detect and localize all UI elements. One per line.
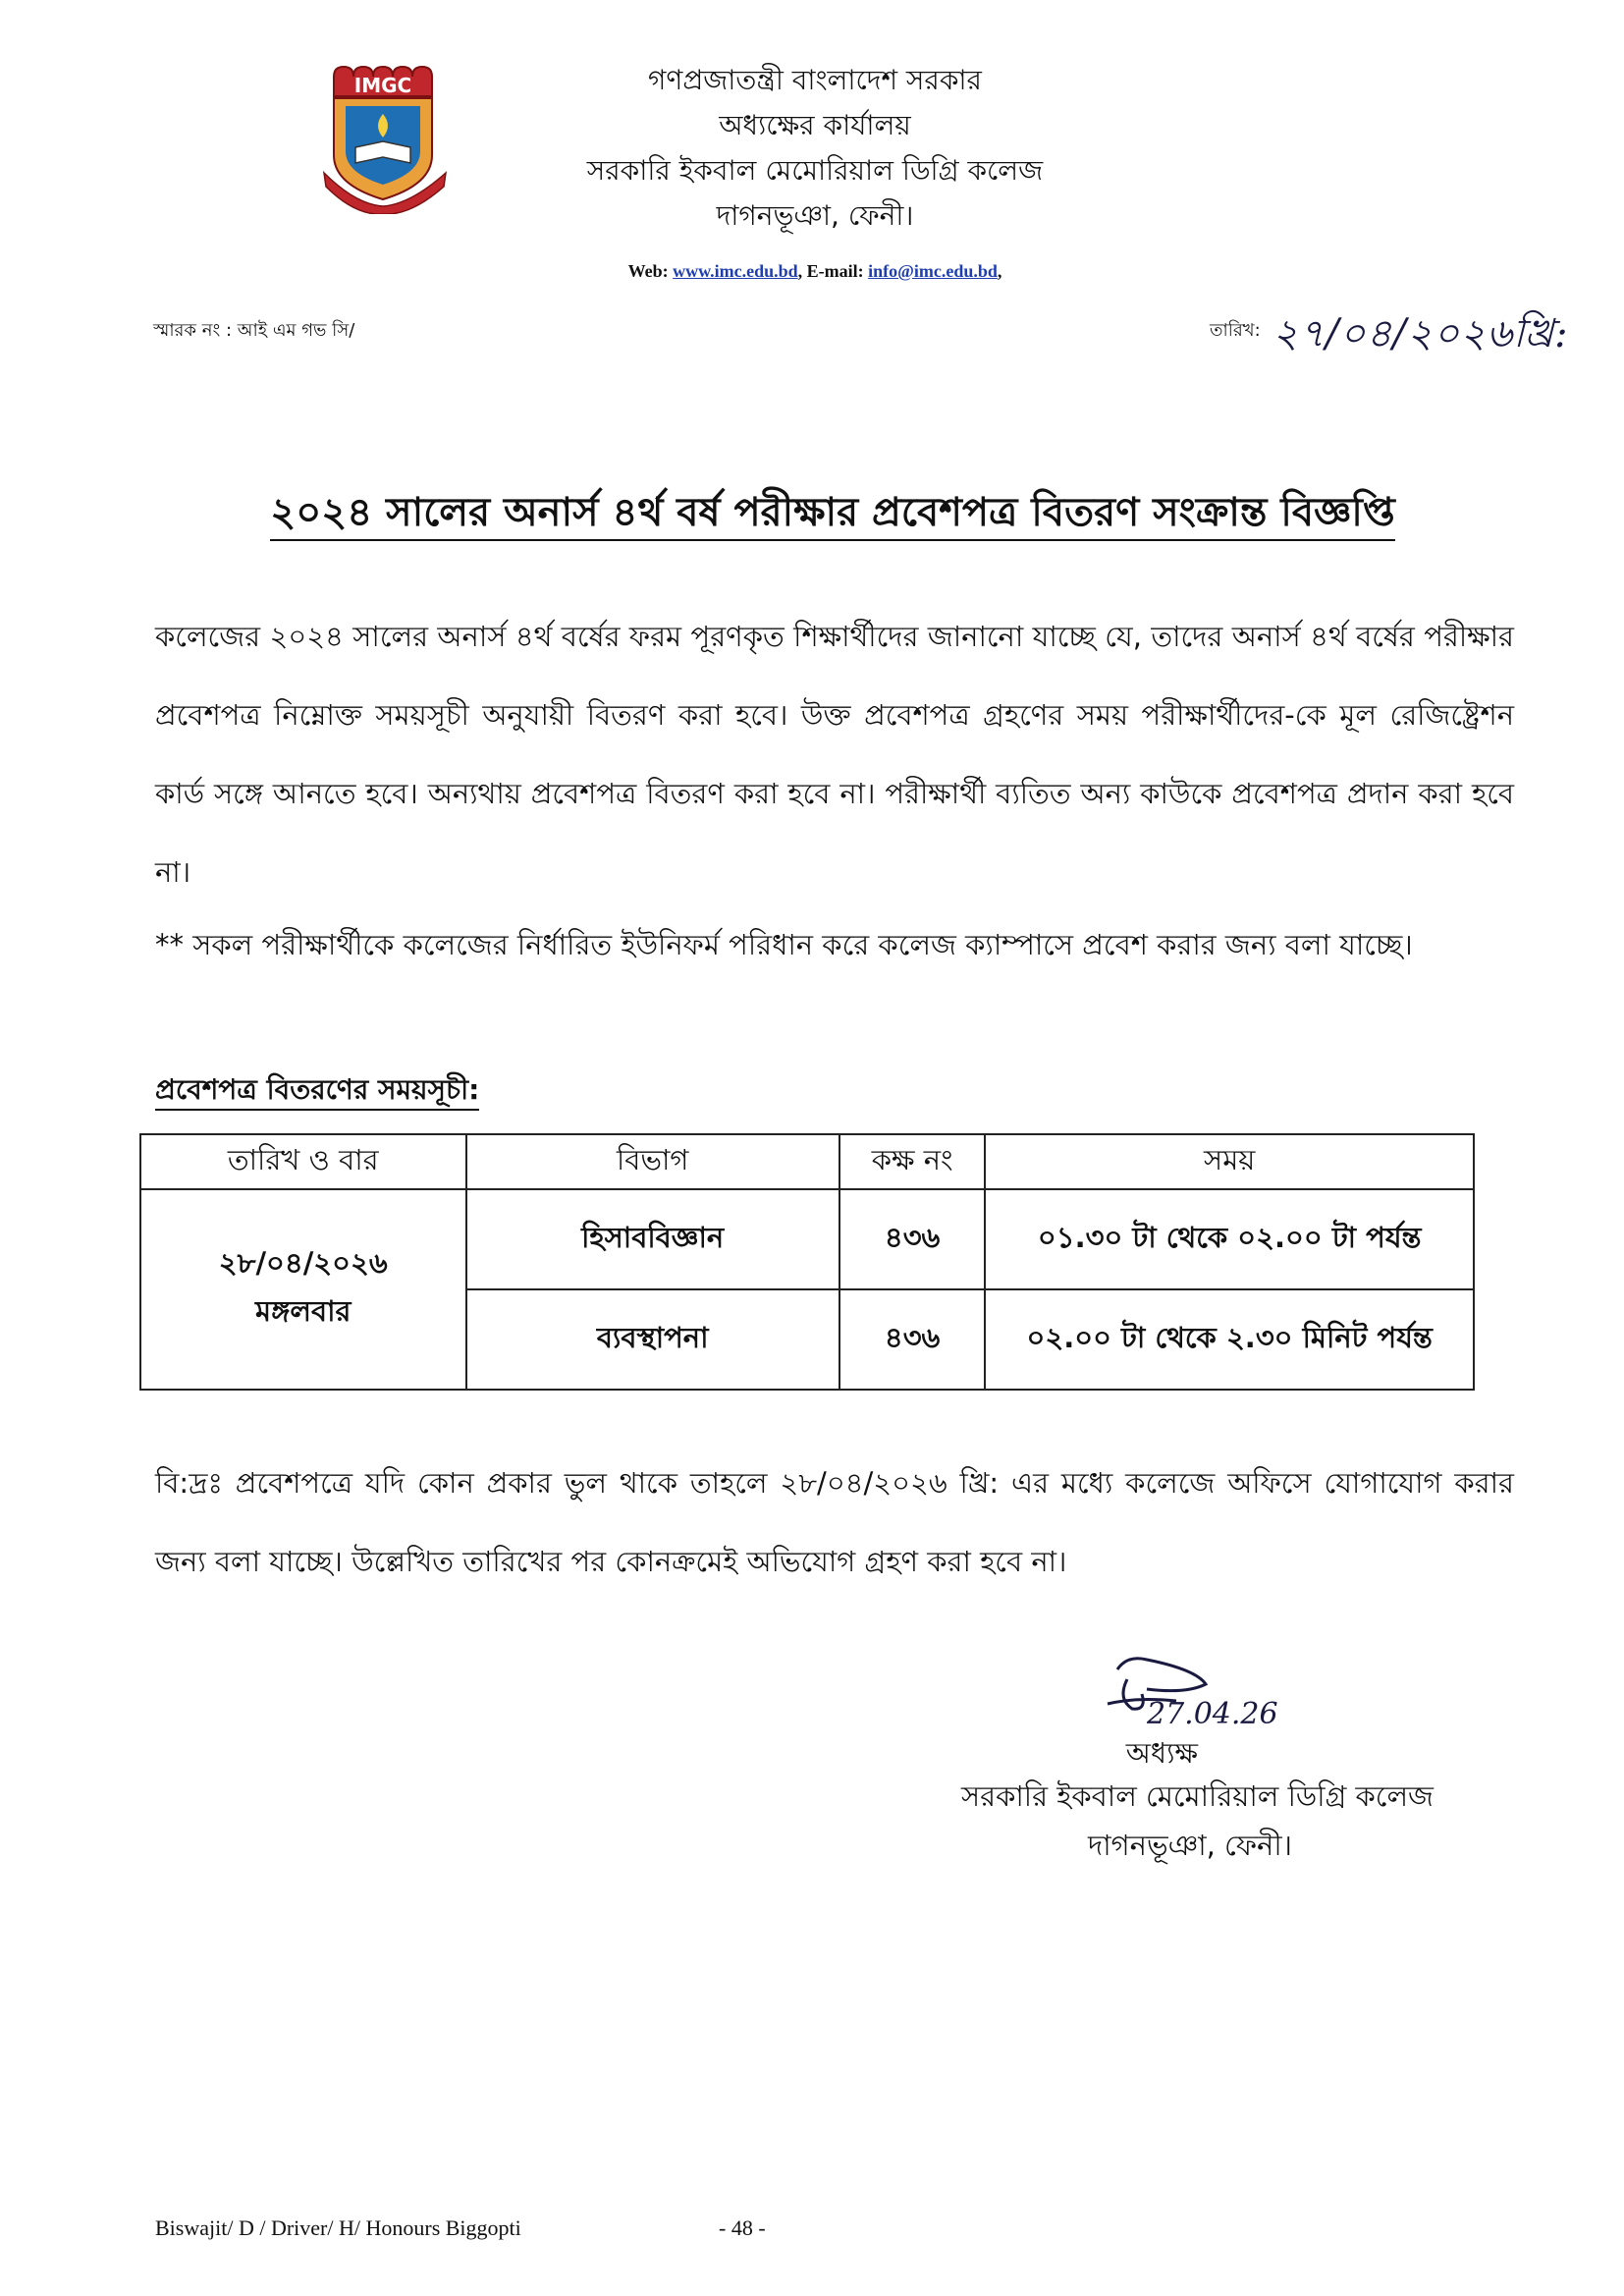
logo-text: IMGC bbox=[353, 74, 412, 97]
note-paragraph: বি:দ্রঃ প্রবেশপত্রে যদি কোন প্রকার ভুল থাকে তাহলে ২৮/০৪/২০২৬ খ্রি: এর মধ্যে কলেজে অফিসে যোগাযোগ করার জন্য বলা যাচ্ছে। উল্লেখিত তারিখের পর কোনক্রমেই অভিযোগ গ্রহণ করা হবে না। bbox=[155, 1466, 1514, 1578]
table-header-row bbox=[140, 1134, 1474, 1189]
govt-name: গণপ্রজাতন্ত্রী বাংলাদেশ সরকার bbox=[648, 64, 982, 96]
contact-line bbox=[550, 261, 1080, 282]
college-logo bbox=[316, 57, 454, 214]
notice-title bbox=[236, 481, 1430, 547]
college-location: দাগনভূঞা, ফেনী। bbox=[716, 199, 914, 232]
contact-trailing: , bbox=[997, 261, 1002, 281]
department-cell: হিসাববিজ্ঞান bbox=[466, 1189, 839, 1289]
schedule-title-text: প্রবেশপত্র বিতরণের সময়সূচী: bbox=[155, 1073, 479, 1111]
schedule-table bbox=[139, 1133, 1475, 1391]
schedule-day: মঙ্গলবার bbox=[255, 1294, 352, 1328]
notice-paragraph-2: ** সকল পরীক্ষার্থীকে কলেজের নির্ধারিত ইউনিফর্ম পরিধান করে কলেজ ক্যাম্পাসে প্রবেশ করার জন্য বলা যাচ্ছে। bbox=[155, 928, 1413, 961]
date-day-cell bbox=[140, 1189, 466, 1390]
header-time: সময় bbox=[985, 1134, 1474, 1189]
department-cell: ব্যবস্থাপনা bbox=[466, 1289, 839, 1390]
page-number: - 48 - bbox=[719, 2215, 766, 2240]
signatory-college: সরকারি ইকবাল মেমোরিয়াল ডিগ্রি কলেজ bbox=[961, 1779, 1434, 1813]
notice-paragraph-1: কলেজের ২০২৪ সালের অনার্স ৪র্থ বর্ষের ফরম পূরণকৃত শিক্ষার্থীদের জানানো যাচ্ছে যে, তাদের অনার্স ৪র্থ বর্ষের পরীক্ষার প্রবেশপত্র নিম্নোক্ত সময়সূচী অনুযায়ী বিতরণ করা হবে। উক্ত প্রবেশপত্র গ্রহণের সময় পরীক্ষার্থীদের-কে মূল রেজিষ্ট্রেশন কার্ড সঙ্গে আনতে হবে। অন্যথায় প্রবেশপত্র বিতরণ করা হবে না। পরীক্ষার্থী ব্যতিত অন্য কাউকে প্রবেশপত্র প্রদান করা হবে না। bbox=[155, 620, 1514, 889]
signatory-location: দাগনভূঞা, ফেনী। bbox=[1088, 1829, 1292, 1862]
schedule-date: ২৮/০৪/২০২৬ bbox=[218, 1246, 388, 1280]
table-row bbox=[140, 1189, 1474, 1289]
web-link[interactable]: www.imc.edu.bd bbox=[673, 261, 798, 281]
email-label: , E-mail: bbox=[797, 261, 864, 281]
memo-number: স্মারক নং : আই এম গভ সি/ bbox=[153, 320, 355, 341]
time-cell: ০২.০০ টা থেকে ২.৩০ মিনিট পর্যন্ত bbox=[985, 1289, 1474, 1390]
room-cell: ৪৩৬ bbox=[839, 1289, 986, 1390]
signatory-designation: অধ্যক্ষ bbox=[1125, 1736, 1198, 1770]
office-name: অধ্যক্ষের কার্যালয় bbox=[719, 109, 911, 141]
signature-date: 27.04.26 bbox=[1147, 1697, 1278, 1731]
footer-reference: Biswajit/ D / Driver/ H/ Honours Biggopti bbox=[155, 2215, 521, 2240]
email-link[interactable]: info@imc.edu.bd bbox=[868, 261, 998, 281]
date-label: তারিখ: bbox=[1210, 320, 1261, 341]
header-department: বিভাগ bbox=[466, 1134, 839, 1189]
header-room: কক্ষ নং bbox=[839, 1134, 986, 1189]
college-name: সরকারি ইকবাল মেমোরিয়াল ডিগ্রি কলেজ bbox=[586, 154, 1044, 187]
header-date: তারিখ ও বার bbox=[140, 1134, 466, 1189]
handwritten-date: ২৭/০৪/২০২৬খ্রি: bbox=[1272, 311, 1569, 356]
notice-title-text: ২০২৪ সালের অনার্স ৪র্থ বর্ষ পরীক্ষার প্রবেশপত্র বিতরণ সংক্রান্ত বিজ্ঞপ্তি bbox=[270, 490, 1394, 541]
room-cell: ৪৩৬ bbox=[839, 1189, 986, 1289]
schedule-title bbox=[155, 1068, 479, 1115]
web-label: Web: bbox=[627, 261, 669, 281]
time-cell: ০১.৩০ টা থেকে ০২.০০ টা পর্যন্ত bbox=[985, 1189, 1474, 1289]
